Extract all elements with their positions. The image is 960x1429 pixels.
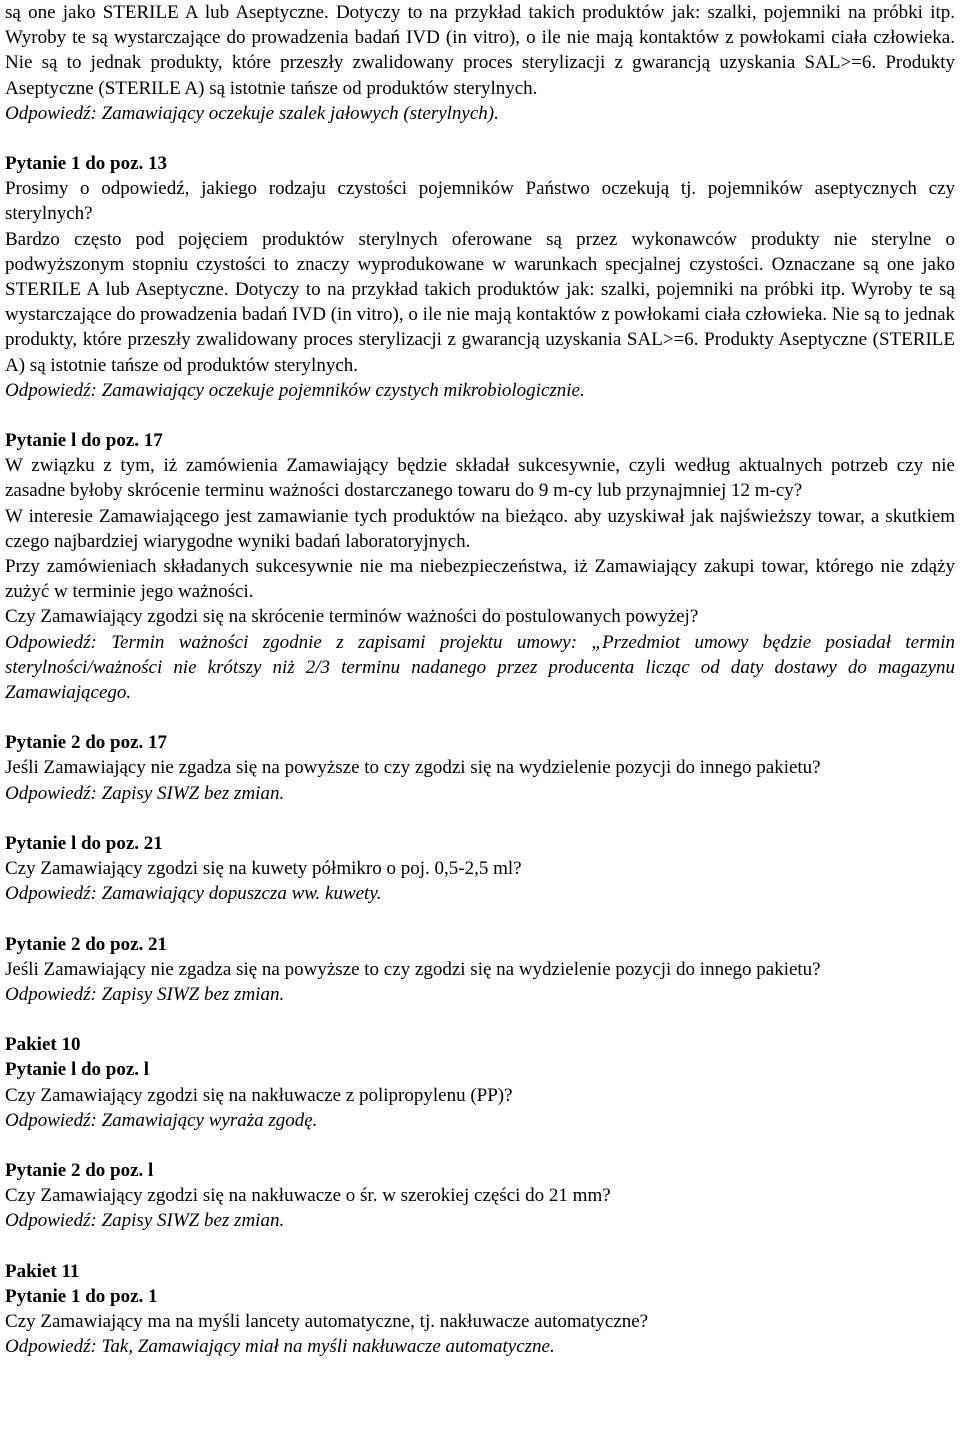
answer-paragraph: Odpowiedź: Zamawiający oczekuje pojemników czystych mikrobiologicznie. [5, 379, 585, 401]
answer-paragraph: Odpowiedź: Zapisy SIWZ bez zmian. [5, 1210, 285, 1232]
qa-section [5, 932, 955, 1008]
body-paragraph: Jeśli Zamawiający nie zgadza się na powyższe to czy zgodzi się na wydzielenie pozycji do innego pakietu? [5, 958, 821, 980]
answer-paragraph: Odpowiedź: Tak, Zamawiający miał na myśli nakłuwacze automatyczne. [5, 1336, 555, 1358]
qa-section [5, 1158, 955, 1234]
question-heading: Pytanie 1 do poz. 13 [5, 153, 168, 175]
qa-section [5, 1032, 955, 1133]
question-heading: Pytanie l do poz. 21 [5, 832, 163, 854]
body-paragraph: Czy Zamawiający ma na myśli lancety automatyczne, tj. nakłuwacze automatyczne? [5, 1310, 649, 1332]
question-heading: Pytanie 2 do poz. 17 [5, 732, 168, 754]
body-paragraph: są one jako STERILE A lub Aseptyczne. Dotyczy to na przykład takich produktów jak: szalki, pojemniki na próbki itp. Wyroby te są wystarczające do prowadzenia badań IVD (in vitro), o ile nie mają kontaktów z powłokami ciała człowieka. Nie są to jednak produkty, które przeszły zwalidowany proces sterylizacji z gwarancją uzyskania SAL>=6. Produkty Aseptyczne (STERILE A) są istotnie tańsze od produktów sterylnych. [5, 2, 955, 99]
answer-paragraph: Odpowiedź: Zamawiający dopuszcza ww. kuwety. [5, 883, 382, 905]
body-paragraph: Czy Zamawiający zgodzi się na skrócenie terminów ważności do postulowanych powyżej? [5, 606, 699, 628]
body-paragraph: Czy Zamawiający zgodzi się na nakłuwacze z polipropylenu (PP)? [5, 1084, 513, 1106]
body-paragraph: Czy Zamawiający zgodzi się na nakłuwacze o śr. w szerokiej części do 21 mm? [5, 1185, 611, 1207]
answer-paragraph: Odpowiedź: Zapisy SIWZ bez zmian. [5, 983, 285, 1005]
qa-section [5, 730, 955, 806]
section-spacer [5, 1234, 955, 1259]
body-paragraph: Bardzo często pod pojęciem produktów sterylnych oferowane są przez wykonawców produkty nie sterylne o podwyższonym stopniu czystości to znaczy wyprodukowane w warunkach specjalnej czystości. Oznaczane są one jako STERILE A lub Aseptyczne. Dotyczy to na przykład takich produktów jak: szalki, pojemniki na próbki itp. Wyroby te są wystarczające do prowadzenia badań IVD (in vitro), o ile nie mają kontaktów z powłokami ciała człowieka. Nie są to jednak produkty, które przeszły zwalidowany proces sterylizacji z gwarancją uzyskania SAL>=6. Produkty Aseptyczne (STERILE A) są istotnie tańsze od produktów sterylnych. [5, 228, 955, 376]
qa-section [5, 0, 955, 126]
section-spacer [5, 705, 955, 730]
qa-section [5, 831, 955, 907]
answer-paragraph: Odpowiedź: Zapisy SIWZ bez zmian. [5, 782, 285, 804]
section-spacer [5, 806, 955, 831]
section-spacer [5, 403, 955, 428]
answer-paragraph: Odpowiedź: Termin ważności zgodnie z zapisami projektu umowy: „Przedmiot umowy będzie posiadał termin sterylności/ważności nie krótszy niż 2/3 terminu nadanego przez producenta licząc od daty dostawy do magazynu Zamawiającego. [5, 631, 955, 704]
answer-paragraph: Odpowiedź: Zamawiający oczekuje szalek jałowych (sterylnych). [5, 102, 499, 124]
body-paragraph: Jeśli Zamawiający nie zgadza się na powyższe to czy zgodzi się na wydzielenie pozycji do innego pakietu? [5, 757, 821, 779]
question-heading: Pytanie 1 do poz. 1 [5, 1285, 158, 1307]
question-heading: Pytanie l do poz. 17 [5, 430, 163, 452]
body-paragraph: Prosimy o odpowiedź, jakiego rodzaju czystości pojemników Państwo oczekują tj. pojemników aseptycznych czy sterylnych? [5, 178, 955, 225]
body-paragraph: W związku z tym, iż zamówienia Zamawiający będzie składał sukcesywnie, czyli według aktualnych potrzeb czy nie zasadne byłoby skrócenie terminu ważności dostarczanego towaru do 9 m-cy lub przynajmniej 12 m-cy? [5, 455, 955, 502]
qa-section [5, 428, 955, 705]
section-spacer [5, 1133, 955, 1158]
body-paragraph: Przy zamówieniach składanych sukcesywnie nie ma niebezpieczeństwa, iż Zamawiający zakupi towar, którego nie zdąży zużyć w terminie jego ważności. [5, 556, 955, 603]
qa-section [5, 151, 955, 403]
question-heading: Pytanie 2 do poz. l [5, 1159, 154, 1181]
question-heading: Pakiet 10 [5, 1034, 81, 1056]
question-heading: Pakiet 11 [5, 1260, 80, 1282]
body-paragraph: W interesie Zamawiającego jest zamawianie tych produktów na bieżąco. aby uzyskiwał jak najświeższy towar, a skutkiem czego najbardziej wiarygodne wyniki badań laboratoryjnych. [5, 505, 955, 552]
section-spacer [5, 907, 955, 932]
question-heading: Pytanie 2 do poz. 21 [5, 933, 168, 955]
question-heading: Pytanie l do poz. l [5, 1059, 150, 1081]
section-spacer [5, 1007, 955, 1032]
answer-paragraph: Odpowiedź: Zamawiający wyraża zgodę. [5, 1109, 318, 1131]
qa-section [5, 1259, 955, 1360]
body-paragraph: Czy Zamawiający zgodzi się na kuwety półmikro o poj. 0,5-2,5 ml? [5, 858, 522, 880]
section-spacer [5, 126, 955, 151]
